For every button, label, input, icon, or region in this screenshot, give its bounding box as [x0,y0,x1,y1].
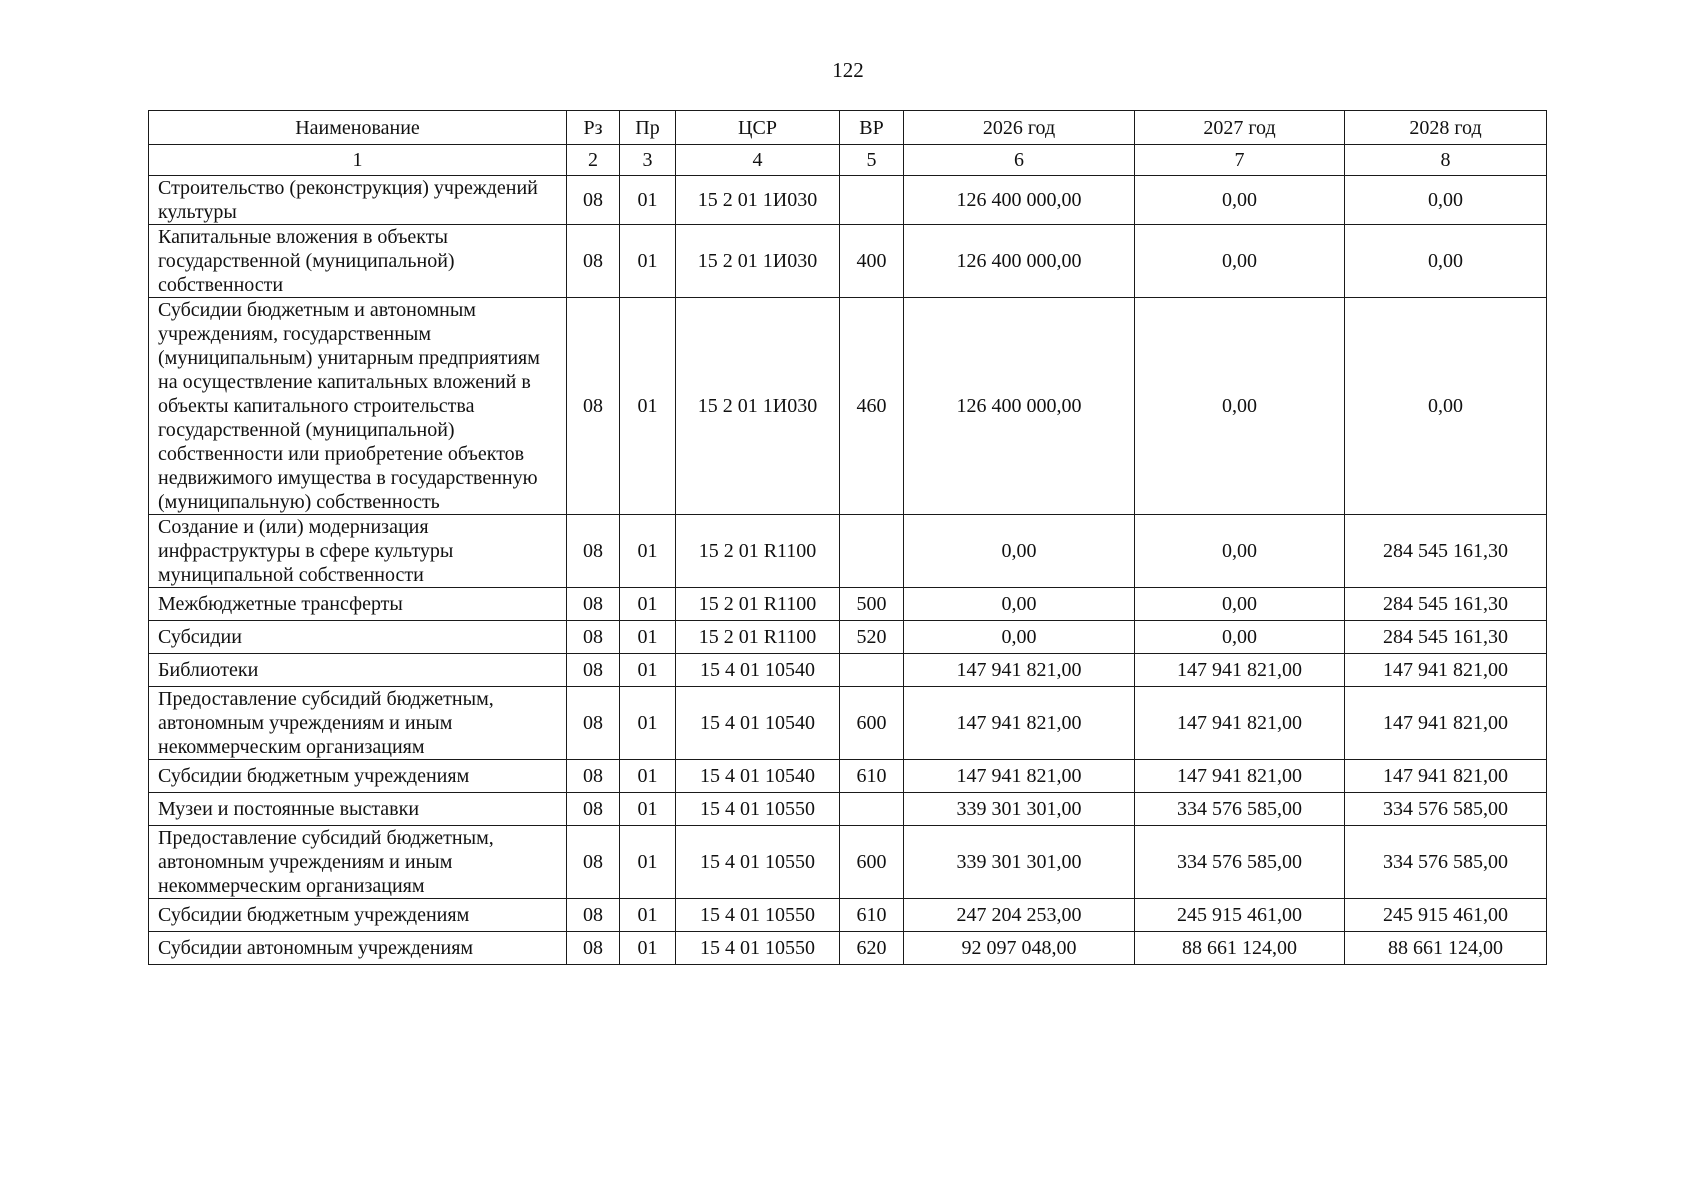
row-2026-cell: 126 400 000,00 [904,176,1135,225]
row-2028-cell: 147 941 821,00 [1345,687,1547,760]
row-pr-cell: 01 [620,176,676,225]
table-row [149,176,1547,225]
row-name-cell: Капитальные вложения в объекты государственной (муниципальной) собственности [149,225,567,298]
row-2026-cell: 339 301 301,00 [904,793,1135,826]
row-pr-cell: 01 [620,515,676,588]
page-number: 122 [832,58,864,82]
table-row [149,826,1547,899]
row-pr-cell: 01 [620,760,676,793]
row-vr-cell [840,515,904,588]
row-csr-cell: 15 4 01 10540 [676,654,840,687]
row-rz-cell: 08 [567,621,620,654]
column-number-row [149,145,1547,176]
row-rz-cell: 08 [567,687,620,760]
row-csr-cell: 15 2 01 R1100 [676,588,840,621]
column-number: 2 [567,145,620,176]
row-vr-cell: 600 [840,687,904,760]
header-vr: ВР [840,111,904,145]
table-row [149,687,1547,760]
row-csr-cell: 15 2 01 R1100 [676,515,840,588]
row-pr-cell: 01 [620,621,676,654]
column-number: 1 [149,145,567,176]
header-name: Наименование [149,111,567,145]
row-pr-cell: 01 [620,298,676,515]
row-2026-cell: 147 941 821,00 [904,654,1135,687]
row-csr-cell: 15 4 01 10550 [676,793,840,826]
table-row [149,793,1547,826]
row-csr-cell: 15 2 01 1И030 [676,176,840,225]
row-name-cell: Библиотеки [149,654,567,687]
header-2028: 2028 год [1345,111,1547,145]
row-2028-cell: 147 941 821,00 [1345,760,1547,793]
row-rz-cell: 08 [567,654,620,687]
row-csr-cell: 15 4 01 10540 [676,760,840,793]
row-2026-cell: 126 400 000,00 [904,298,1135,515]
row-csr-cell: 15 4 01 10540 [676,687,840,760]
row-2028-cell: 0,00 [1345,298,1547,515]
table-row [149,654,1547,687]
row-2028-cell: 334 576 585,00 [1345,826,1547,899]
row-rz-cell: 08 [567,515,620,588]
row-pr-cell: 01 [620,932,676,965]
row-vr-cell: 460 [840,298,904,515]
row-vr-cell: 620 [840,932,904,965]
column-number: 5 [840,145,904,176]
row-csr-cell: 15 4 01 10550 [676,826,840,899]
header-rz: Рз [567,111,620,145]
row-2028-cell: 284 545 161,30 [1345,515,1547,588]
row-pr-cell: 01 [620,654,676,687]
row-pr-cell: 01 [620,588,676,621]
row-vr-cell: 520 [840,621,904,654]
row-2026-cell: 0,00 [904,515,1135,588]
row-2027-cell: 0,00 [1135,588,1345,621]
header-row [149,111,1547,145]
row-rz-cell: 08 [567,899,620,932]
row-pr-cell: 01 [620,225,676,298]
header-csr: ЦСР [676,111,840,145]
row-2028-cell: 284 545 161,30 [1345,588,1547,621]
row-name-cell: Музеи и постоянные выставки [149,793,567,826]
column-number: 3 [620,145,676,176]
row-2027-cell: 245 915 461,00 [1135,899,1345,932]
row-2027-cell: 0,00 [1135,515,1345,588]
row-name-cell: Межбюджетные трансферты [149,588,567,621]
table-row [149,899,1547,932]
row-rz-cell: 08 [567,760,620,793]
table-row [149,932,1547,965]
row-pr-cell: 01 [620,687,676,760]
row-2026-cell: 126 400 000,00 [904,225,1135,298]
table-row [149,225,1547,298]
row-2026-cell: 247 204 253,00 [904,899,1135,932]
row-vr-cell [840,654,904,687]
row-csr-cell: 15 2 01 R1100 [676,621,840,654]
row-csr-cell: 15 2 01 1И030 [676,225,840,298]
row-2027-cell: 0,00 [1135,298,1345,515]
row-2027-cell: 0,00 [1135,176,1345,225]
row-2027-cell: 334 576 585,00 [1135,793,1345,826]
table-row [149,621,1547,654]
row-rz-cell: 08 [567,793,620,826]
row-rz-cell: 08 [567,176,620,225]
row-2026-cell: 147 941 821,00 [904,687,1135,760]
row-2026-cell: 0,00 [904,621,1135,654]
row-rz-cell: 08 [567,588,620,621]
column-number: 8 [1345,145,1547,176]
row-name-cell: Предоставление субсидий бюджетным, автономным учреждениям и иным некоммерческим организациям [149,826,567,899]
table-row [149,298,1547,515]
row-rz-cell: 08 [567,298,620,515]
row-name-cell: Предоставление субсидий бюджетным, автономным учреждениям и иным некоммерческим организациям [149,687,567,760]
row-csr-cell: 15 4 01 10550 [676,899,840,932]
row-2027-cell: 0,00 [1135,621,1345,654]
row-2028-cell: 0,00 [1345,225,1547,298]
column-number: 6 [904,145,1135,176]
row-vr-cell: 400 [840,225,904,298]
table-row [149,760,1547,793]
row-2028-cell: 284 545 161,30 [1345,621,1547,654]
row-name-cell: Субсидии [149,621,567,654]
row-2026-cell: 92 097 048,00 [904,932,1135,965]
table-row [149,588,1547,621]
row-2027-cell: 88 661 124,00 [1135,932,1345,965]
column-number: 4 [676,145,840,176]
row-2026-cell: 339 301 301,00 [904,826,1135,899]
header-pr: Пр [620,111,676,145]
row-vr-cell: 500 [840,588,904,621]
row-2028-cell: 334 576 585,00 [1345,793,1547,826]
row-rz-cell: 08 [567,932,620,965]
row-name-cell: Строительство (реконструкция) учреждений культуры [149,176,567,225]
row-vr-cell: 610 [840,760,904,793]
row-name-cell: Субсидии бюджетным учреждениям [149,760,567,793]
row-2028-cell: 0,00 [1345,176,1547,225]
row-vr-cell [840,176,904,225]
row-rz-cell: 08 [567,826,620,899]
row-2026-cell: 147 941 821,00 [904,760,1135,793]
row-2027-cell: 147 941 821,00 [1135,654,1345,687]
row-name-cell: Создание и (или) модернизация инфраструктуры в сфере культуры муниципальной собственности [149,515,567,588]
row-csr-cell: 15 2 01 1И030 [676,298,840,515]
row-2027-cell: 147 941 821,00 [1135,760,1345,793]
budget-table [148,110,1547,965]
row-2027-cell: 147 941 821,00 [1135,687,1345,760]
header-2026: 2026 год [904,111,1135,145]
row-rz-cell: 08 [567,225,620,298]
row-name-cell: Субсидии бюджетным и автономным учреждениям, государственным (муниципальным) унитарным предприятиям на осуществление капитальных вложений в объекты капитального строительства государственной (муниципальной) собственности или приобретение объектов недвижимого имущества в государственную (муниципальную) собственность [149,298,567,515]
row-2027-cell: 334 576 585,00 [1135,826,1345,899]
row-2028-cell: 88 661 124,00 [1345,932,1547,965]
row-2028-cell: 147 941 821,00 [1345,654,1547,687]
row-pr-cell: 01 [620,793,676,826]
row-name-cell: Субсидии бюджетным учреждениям [149,899,567,932]
row-vr-cell: 610 [840,899,904,932]
header-2027: 2027 год [1135,111,1345,145]
row-2028-cell: 245 915 461,00 [1345,899,1547,932]
row-2027-cell: 0,00 [1135,225,1345,298]
row-pr-cell: 01 [620,826,676,899]
row-name-cell: Субсидии автономным учреждениям [149,932,567,965]
column-number: 7 [1135,145,1345,176]
row-pr-cell: 01 [620,899,676,932]
row-vr-cell: 600 [840,826,904,899]
row-2026-cell: 0,00 [904,588,1135,621]
table-row [149,515,1547,588]
row-csr-cell: 15 4 01 10550 [676,932,840,965]
row-vr-cell [840,793,904,826]
